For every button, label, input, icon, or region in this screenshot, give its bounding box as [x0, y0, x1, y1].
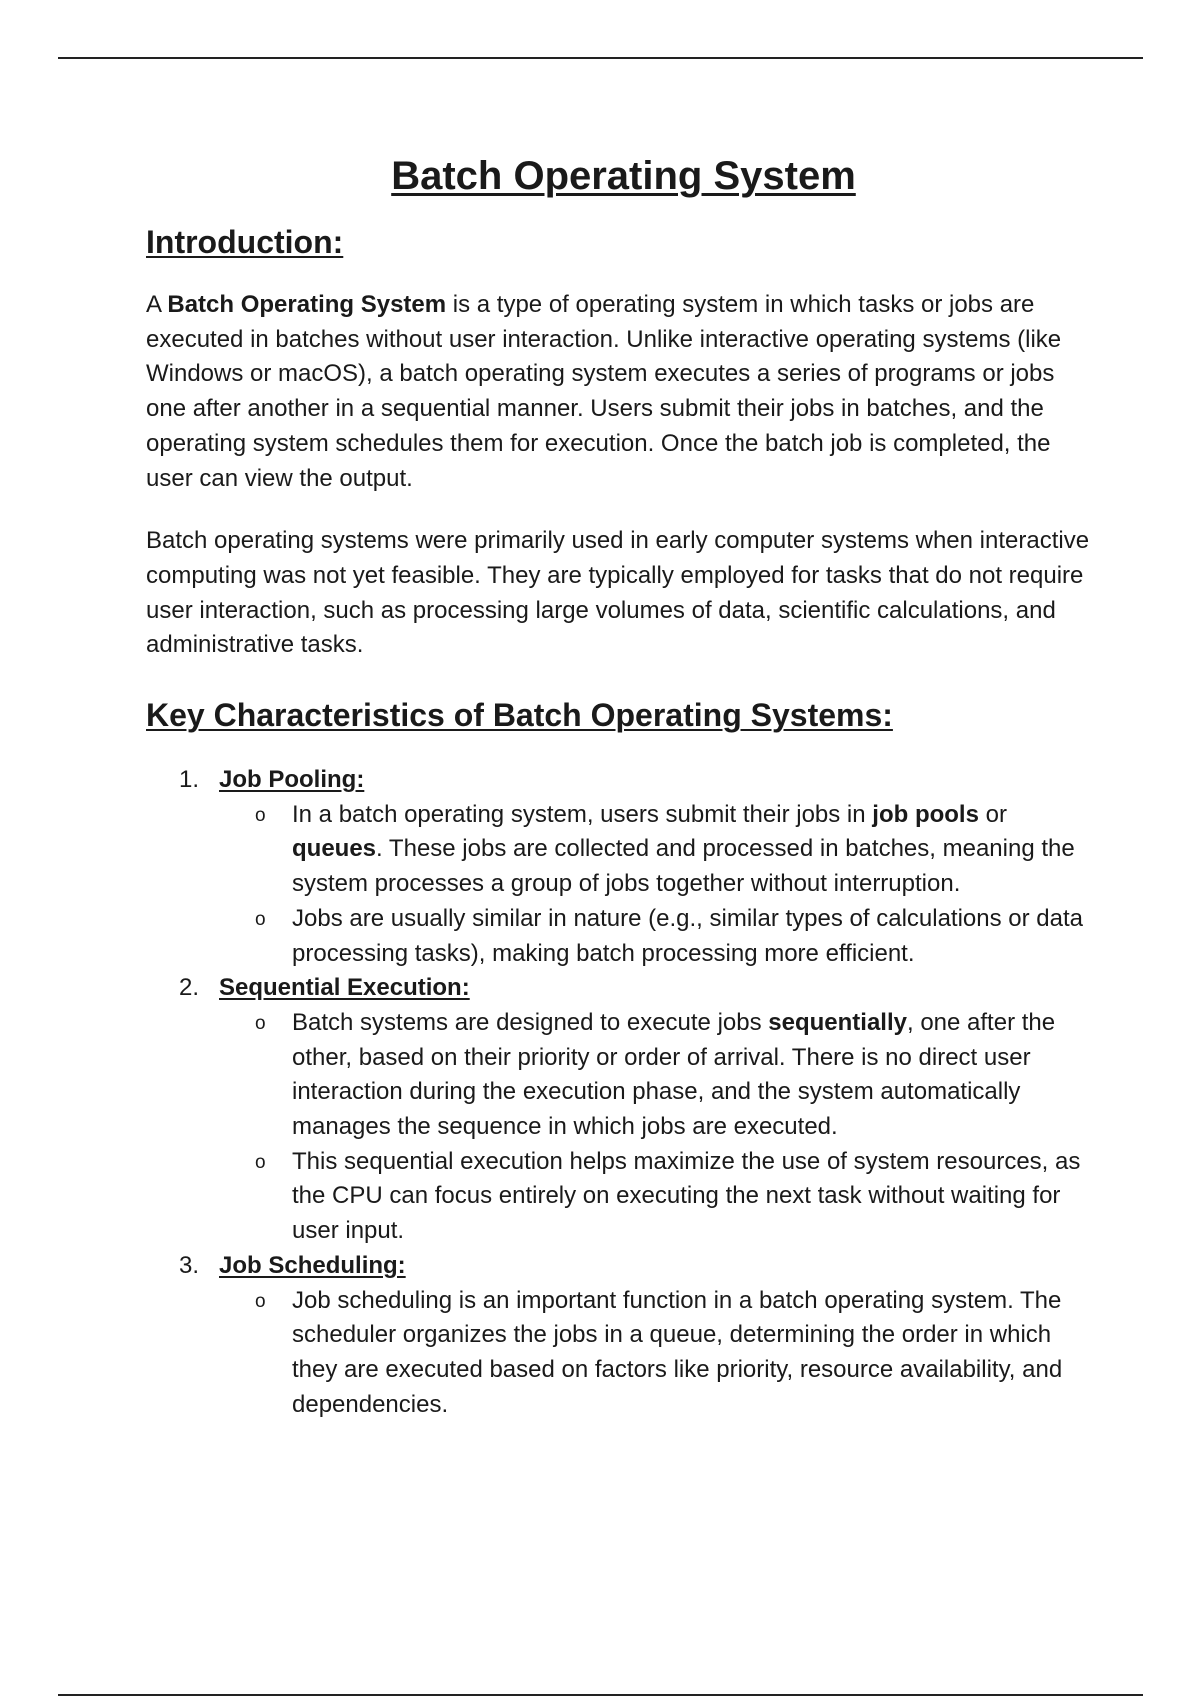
list-item	[146, 971, 1096, 1249]
intro-paragraph-1	[146, 288, 1096, 496]
page-title: Batch Operating System	[391, 154, 856, 198]
sub-bold: queues	[292, 835, 377, 863]
list-number: 1.	[179, 766, 200, 794]
sub-list	[219, 1284, 1096, 1423]
item-heading-sequential-execution: Sequential Execution:	[219, 974, 470, 1002]
key-characteristics-heading: Key Characteristics of Batch Operating Systems:	[146, 697, 893, 734]
sub-list	[219, 1006, 1096, 1249]
sub-list-item	[219, 798, 1096, 902]
list-number: 2.	[179, 974, 200, 1002]
bullet-icon: o	[255, 1151, 266, 1173]
sub-list-item	[219, 1284, 1096, 1423]
footer-rule	[58, 1694, 1143, 1696]
item-heading-job-scheduling: Job Scheduling:	[219, 1251, 406, 1279]
intro-p1-text-a: A	[146, 291, 168, 318]
document-body	[146, 146, 1096, 1422]
characteristics-list	[146, 763, 1096, 1422]
intro-p1-text-b: is a type of operating system in which tasks or jobs are executed in batches without user interaction. Unlike interactive operating systems (like Windows or macOS), a batch operating system executes a series of programs or jobs one after another in a sequential manner. Users submit their jobs in batches, and the operating system schedules them for execution. Once the batch job is completed, the user can view the output.	[146, 291, 1062, 492]
sub-list-item	[219, 1006, 1096, 1145]
sub-text: , one after the other, based on their priority or order of arrival. There is no direct user interaction during the execution phase, and the system automatically manages the sequence in which jobs are executed.	[292, 1008, 1056, 1141]
sub-text: This sequential execution helps maximize the use of system resources, as the CPU can focus entirely on executing the next task without waiting for user input.	[292, 1147, 1081, 1245]
sub-list-item	[219, 902, 1096, 971]
item-heading-job-pooling: Job Pooling:	[219, 766, 365, 794]
sub-text: In a batch operating system, users submit their jobs in	[292, 800, 873, 828]
header-rule	[58, 57, 1143, 59]
sub-text: Job scheduling is an important function in a batch operating system. The scheduler organizes the jobs in a queue, determining the order in which they are executed based on factors like priority, resource availability, and dependencies.	[292, 1286, 1063, 1418]
bullet-icon: o	[255, 908, 266, 930]
bullet-icon: o	[255, 1012, 266, 1034]
list-number: 3.	[179, 1251, 200, 1279]
list-item	[146, 1249, 1096, 1423]
intro-p1-bold: Batch Operating System	[167, 291, 447, 318]
intro-paragraph-2: Batch operating systems were primarily used in early computer systems when interactive computing was not yet feasible. They are typically employed for tasks that do not require user interaction, such as processing large volumes of data, scientific calculations, and administrative tasks.	[146, 527, 1090, 659]
sub-text: or	[978, 800, 1007, 828]
bullet-icon: o	[255, 804, 266, 826]
sub-bold: job pools	[872, 800, 979, 828]
bullet-icon: o	[255, 1290, 266, 1312]
sub-list	[219, 798, 1096, 972]
sub-text: Jobs are usually similar in nature (e.g., similar types of calculations or data processing tasks), making batch processing more efficient.	[292, 904, 1084, 967]
list-item	[146, 763, 1096, 971]
sub-text: . These jobs are collected and processed in batches, meaning the system processes a group of jobs together without interruption.	[292, 835, 1075, 898]
sub-bold: sequentially	[768, 1008, 907, 1036]
sub-list-item	[219, 1145, 1096, 1249]
intro-heading: Introduction:	[146, 224, 344, 260]
sub-text: Batch systems are designed to execute jobs	[292, 1008, 769, 1036]
